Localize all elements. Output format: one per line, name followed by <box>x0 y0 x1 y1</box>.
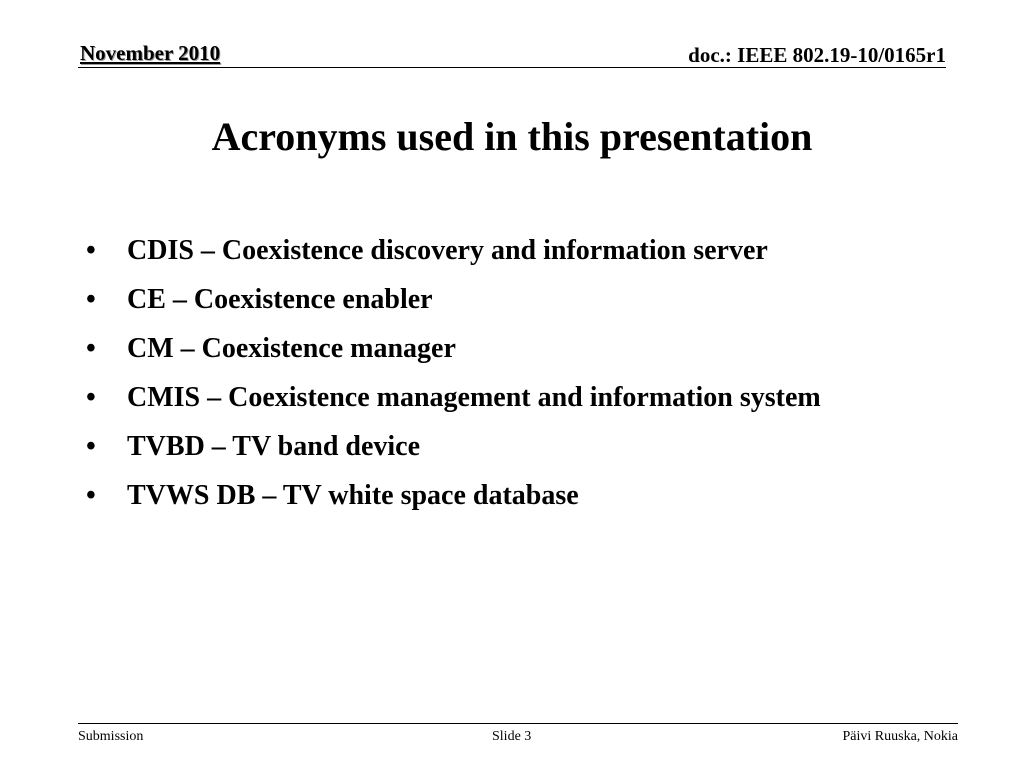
footer-author: Päivi Ruuska, Nokia <box>842 729 958 744</box>
header-divider <box>78 67 946 68</box>
list-item-text: CE – Coexistence enabler <box>127 284 433 315</box>
slide-title: Acronyms used in this presentation <box>211 114 813 159</box>
list-item-text: TVBD – TV band device <box>127 431 421 462</box>
list-item <box>82 329 912 369</box>
bullet-icon: • <box>86 480 96 511</box>
list-item <box>82 427 912 467</box>
footer-divider <box>78 723 958 724</box>
bullet-icon: • <box>86 333 96 364</box>
list-item-text: TVWS DB – TV white space database <box>127 480 579 511</box>
slide-number: Slide 3 <box>492 729 532 744</box>
acronym-list <box>82 231 912 525</box>
list-item-text: CMIS – Coexistence management and information system <box>127 382 821 413</box>
list-item <box>82 378 912 418</box>
list-item <box>82 476 912 516</box>
bullet-icon: • <box>86 284 96 315</box>
footer-submission: Submission <box>78 729 144 744</box>
list-item <box>82 280 912 320</box>
list-item <box>82 231 912 271</box>
document-id: doc.: IEEE 802.19-10/0165r1 <box>688 43 946 67</box>
header-date: November 2010 <box>80 41 221 65</box>
list-item-text: CDIS – Coexistence discovery and information server <box>127 235 768 266</box>
bullet-icon: • <box>86 431 96 462</box>
bullet-icon: • <box>86 235 96 266</box>
bullet-icon: • <box>86 382 96 413</box>
list-item-text: CM – Coexistence manager <box>127 333 456 364</box>
